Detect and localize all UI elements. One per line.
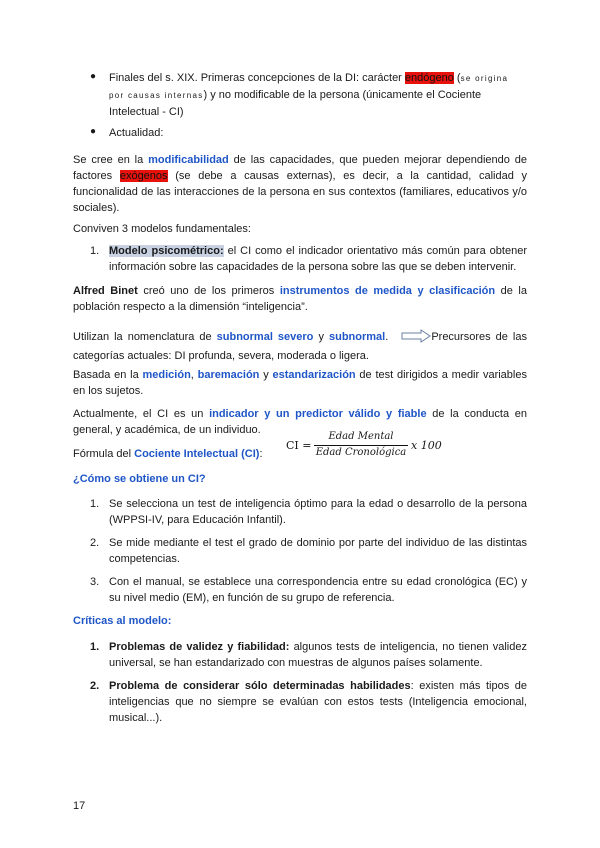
- bullet-text-part: Finales del s. XIX. Primeras concepciones de la DI: carácter: [109, 72, 405, 84]
- numbered-item-step-2: [0, 535, 600, 569]
- text-part: y: [259, 369, 273, 381]
- formula-multiplier: x 100: [411, 439, 442, 452]
- text-part: de test dirigidos a medir variables en los sujetos.: [73, 369, 527, 397]
- bullet-item-actualidad: [0, 125, 600, 143]
- text-part: el CI como el indicador orientativo más común para obtener información sobre las capacidades de la persona sobre las que se deben intervenir.: [109, 245, 527, 273]
- text-part: Utilizan la nomenclatura de: [73, 331, 217, 343]
- item-number: 1.: [90, 245, 100, 257]
- highlight-endogeno: endógeno: [404, 72, 454, 84]
- item-number: 1.: [90, 498, 100, 510]
- formula-numerator: Edad Mental: [328, 431, 394, 442]
- keyword: medición: [142, 369, 191, 381]
- formula-ci: CI =: [286, 439, 312, 452]
- item-number: 3.: [90, 576, 100, 588]
- critica-title: Problema de considerar sólo determinadas habilidades: [109, 680, 411, 692]
- section-heading-obtiene: ¿Cómo se obtiene un CI?: [73, 473, 206, 485]
- text-part: : existen más tipos de inteligencias que no siempre se evalúan con estos tests (Inteligencia emocional, musical...).: [109, 680, 527, 724]
- keyword: instrumentos de medida y clasificación: [279, 285, 496, 297]
- page-number: 17: [73, 800, 86, 812]
- bullet-text-part: ) y no modificable de la persona (únicamente el Cociente: [203, 89, 482, 101]
- keyword: Cociente Intelectual (CI): [134, 448, 260, 460]
- bullet-text: [109, 70, 527, 120]
- bullet-dot: ●: [90, 126, 97, 137]
- item-number: 2.: [90, 537, 100, 549]
- text-part: de la conducta en general, y académica, de un individuo.: [73, 408, 527, 436]
- model-title: Modelo psicométrico:: [109, 245, 224, 257]
- numbered-item-step-3: [0, 574, 600, 608]
- small-note: por causas internas: [109, 91, 204, 100]
- paragraph-conviven: Conviven 3 modelos fundamentales:: [73, 223, 251, 235]
- keyword: indicador y un predictor válido y fiable: [209, 408, 427, 420]
- formula-denominator: Edad Cronológica: [315, 447, 407, 458]
- keyword: subnormal severo: [216, 331, 314, 343]
- item-number: 2.: [90, 680, 100, 692]
- formula-label: [73, 446, 293, 462]
- keyword: modificabilidad: [148, 154, 229, 166]
- item-text: [109, 678, 527, 726]
- bullet-text-part: (: [453, 72, 461, 84]
- paragraph-basada: [73, 367, 527, 399]
- text-part: y: [313, 331, 329, 343]
- text-part: de la población respecto a la dimensión “inteligencia”.: [73, 285, 527, 313]
- keyword: estandarización: [272, 369, 356, 381]
- critica-title: Problemas de validez y fiabilidad:: [109, 641, 290, 653]
- fraction-bar: [314, 445, 408, 446]
- bullet-dot: ●: [90, 71, 97, 82]
- numbered-item-critica-1: [0, 639, 600, 673]
- bullet-item-finales: [0, 70, 600, 120]
- text-part: ,: [190, 369, 198, 381]
- item-number: 1.: [90, 641, 100, 653]
- text-part: de las capacidades, que pueden mejorar dependiendo de factores: [73, 154, 527, 182]
- bullet-text-part: Intelectual - CI): [109, 106, 184, 118]
- bullet-text: Actualidad:: [109, 127, 164, 139]
- item-text: [109, 639, 527, 671]
- ci-formula: [286, 430, 446, 460]
- text-part: .: [385, 331, 394, 343]
- item-text: Se mide mediante el test el grado de dominio por parte del individuo de las distintas competencias.: [109, 537, 527, 565]
- section-heading-criticas: Críticas al modelo:: [73, 615, 172, 627]
- text-part: Se cree en la: [73, 154, 149, 166]
- numbered-item-critica-2: [0, 678, 600, 728]
- keyword: baremación: [197, 369, 260, 381]
- small-note: se origina: [460, 74, 509, 83]
- item-text: [109, 243, 527, 275]
- item-text: Con el manual, se establece una correspondencia entre su edad cronológica (EC) y su nivel medio (EM), en función de su grupo de referencia.: [109, 576, 527, 604]
- person-name: Alfred Binet: [73, 285, 138, 297]
- item-text: Se selecciona un test de inteligencia óptimo para la edad o desarrollo de la persona (WPPSI-IV, para Educación Infantil).: [109, 498, 527, 526]
- numbered-item-modelo-psicometrico: [0, 243, 600, 277]
- numbered-item-step-1: [0, 496, 600, 530]
- text-part: creó uno de los primeros: [137, 285, 280, 297]
- text-part: Precursores de las categorías actuales: DI profunda, severa, moderada o ligera.: [73, 331, 527, 362]
- paragraph-nomenclatura: [73, 329, 527, 364]
- paragraph-binet: [73, 283, 527, 315]
- text-part: (se debe a causas externas), es decir, a la cantidad, calidad y funcionalidad de las interacciones de la persona en sus contextos (familiares, educativos y/o sociales).: [73, 170, 528, 214]
- paragraph-modificabilidad: [73, 152, 527, 216]
- text-part: :: [259, 448, 263, 460]
- text-part: Basada en la: [73, 369, 143, 381]
- text-part: Fórmula del: [73, 448, 135, 460]
- highlight-exogenos: exógenos: [119, 170, 168, 182]
- keyword: subnormal: [328, 331, 386, 343]
- text-part: Actualmente, el CI es un: [73, 408, 210, 420]
- text-part: algunos tests de inteligencia, no tienen validez universal, se han estandarizado con muestras de algunos países solamente.: [109, 641, 527, 669]
- right-arrow-icon: [401, 329, 431, 348]
